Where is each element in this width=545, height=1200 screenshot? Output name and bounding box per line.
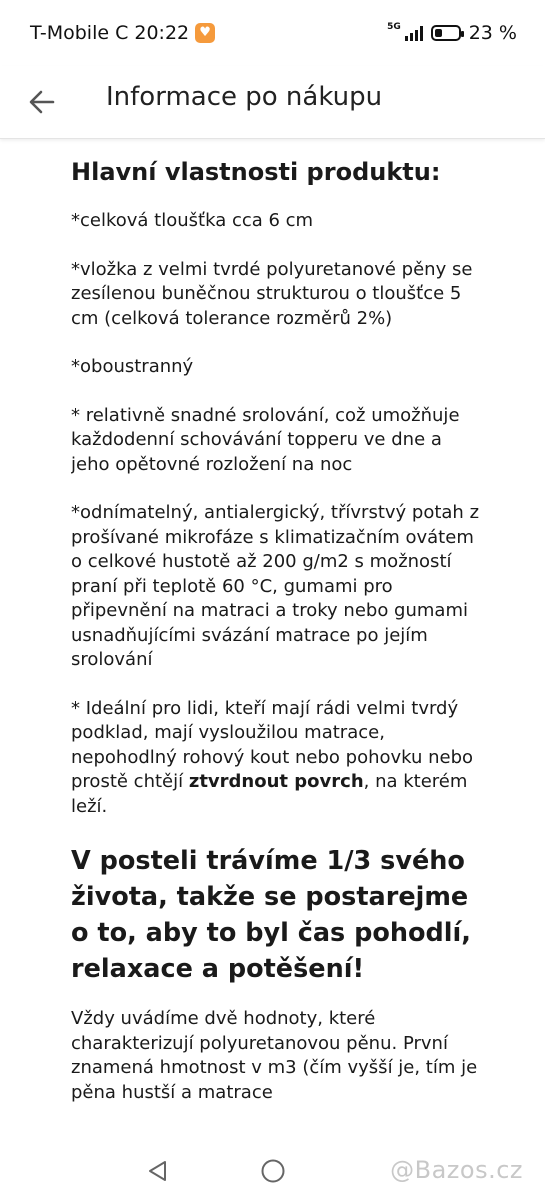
back-button[interactable] (20, 80, 64, 124)
ideal-for-text-end: , na kterém leží. (71, 771, 468, 817)
ideal-for-emphasis: ztvrdnout povrch (188, 771, 364, 792)
system-nav-bar (0, 1142, 545, 1200)
comfort-heading: V posteli trávíme 1/3 svého života, takže se postarejme o to, aby to byl čas pohodlí, relaxace a potěšení! (71, 846, 471, 984)
feature-cover: *odnímatelný, antialergický, třívrstvý potah z prošívané mikrofáze s klimatizačním ovátem o celkové hustotě až 200 g/m2 s možností praní při teplotě 60 °C, gumami pro připevnění na matraci a troky nebo gumami usnadňujícími svázání matrace po jejím srolování (71, 502, 480, 670)
status-right (387, 22, 517, 44)
foam-values-paragraph: Vždy uvádíme dvě hodnoty, které charakterizují polyuretanovou pěnu. První znamená hmotnost v m3 (čím vyšší je, tím je pěna hustší a matrace (71, 1008, 478, 1103)
feature-ideal-for (71, 697, 481, 820)
status-left (30, 22, 215, 44)
circle-home-icon (260, 1158, 286, 1184)
heart-notification-icon: ♥ (195, 23, 215, 43)
clock: 20:22 (134, 22, 190, 44)
nav-home-button[interactable] (258, 1156, 288, 1186)
back-arrow-icon (29, 89, 55, 115)
signal-icon (405, 25, 423, 41)
features-heading: Hlavní vlastnosti produktu: (71, 158, 441, 186)
feature-thickness: *celková tloušťka cca 6 cm (71, 210, 314, 231)
status-bar (0, 0, 545, 66)
ideal-for-text: * Ideální pro lidi, kteří mají rádi velmi tvrdý podklad, mají vysloužilou matrace, nepohodlný rohový kout nebo pohovku nebo prostě chtějí (71, 697, 474, 792)
nav-back-button[interactable] (142, 1156, 172, 1186)
network-type: 5G (387, 22, 401, 32)
triangle-back-icon (146, 1159, 168, 1183)
bazos-watermark: @Bazos.cz (390, 1156, 523, 1184)
battery-percent: 23 % (468, 22, 517, 44)
page-title: Informace po nákupu (106, 82, 383, 112)
app-header (0, 66, 545, 139)
feature-rolling: * relativně snadné srolování, což umožňuje každodenní schovávání topperu ve dne a jeho opětovné rozložení na noc (71, 404, 460, 475)
carrier-name: T-Mobile C (30, 22, 129, 44)
feature-double-sided: *oboustranný (71, 356, 194, 377)
product-description (71, 150, 481, 1140)
battery-icon (431, 25, 461, 41)
feature-foam-core: *vložka z velmi tvrdé polyuretanové pěny se zesílenou buněčnou strukturou o tloušťce 5 cm (celková tolerance rozměrů 2%) (71, 258, 473, 329)
